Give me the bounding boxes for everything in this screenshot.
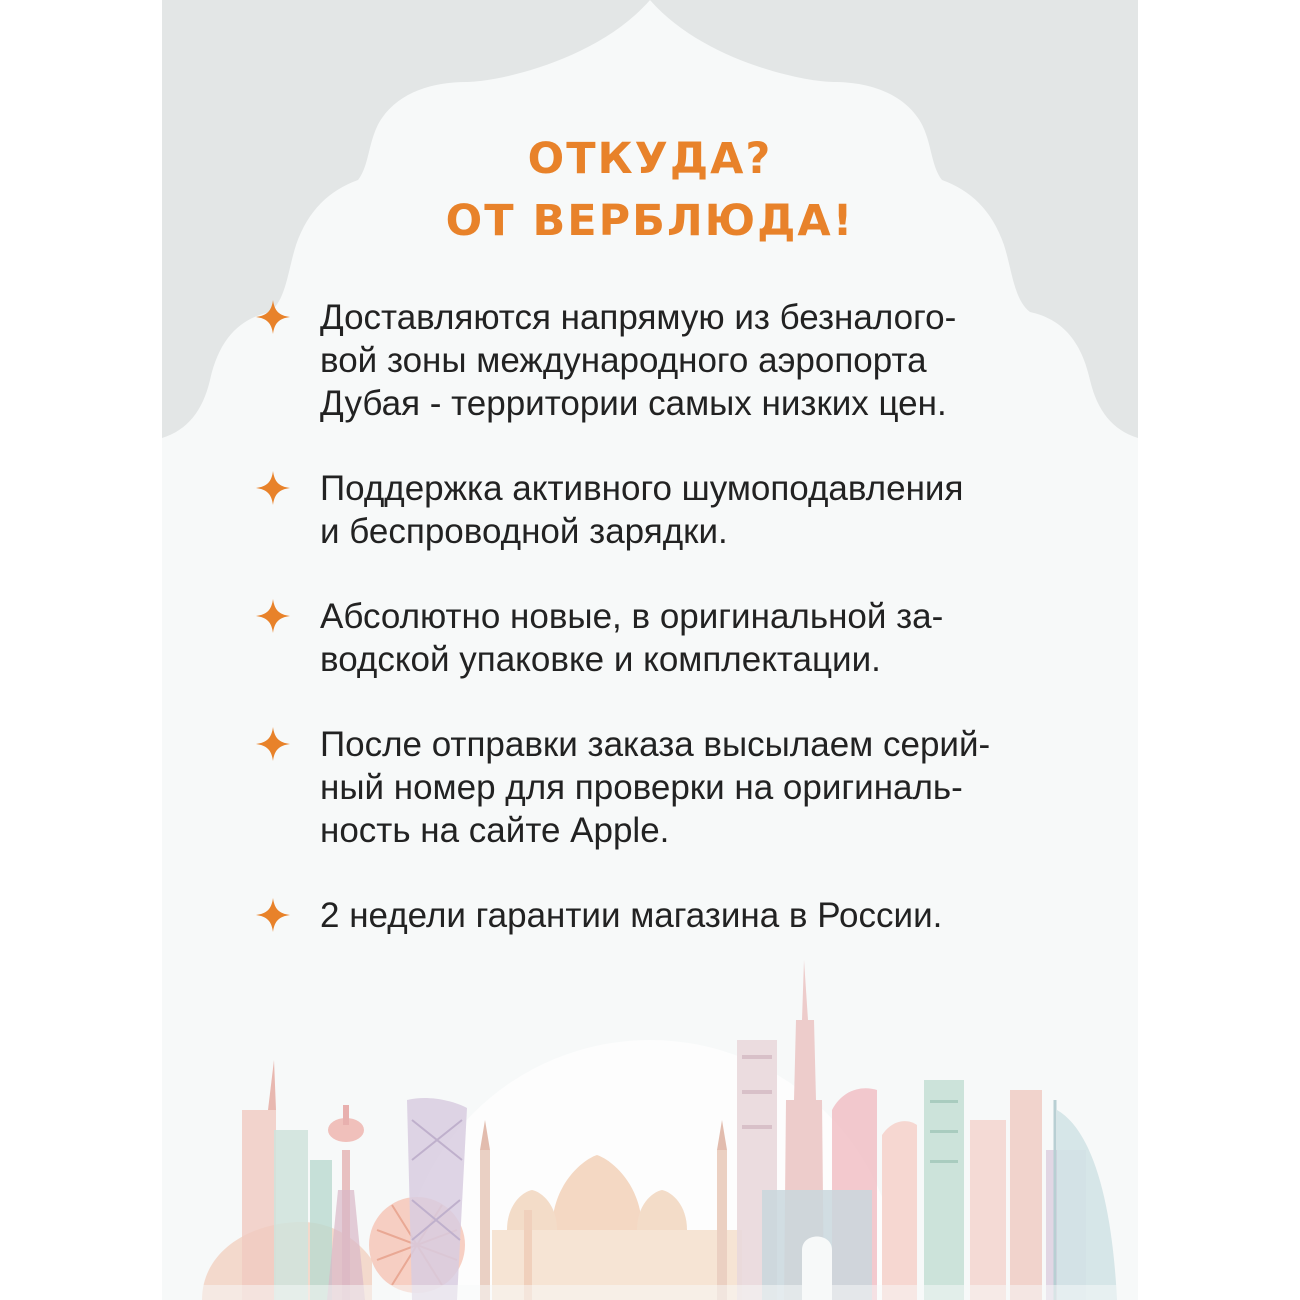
- feature-item-noise-cancelling: [252, 467, 1102, 553]
- feature-item-duty-free: [252, 296, 1102, 425]
- four-point-star-icon: [256, 898, 290, 932]
- title-line-1: ОТКУДА?: [527, 134, 773, 184]
- title-line-2: ОТ ВЕРБЛЮДА!: [445, 196, 855, 246]
- four-point-star-icon: [256, 300, 290, 334]
- feature-item-serial-number: [252, 723, 1102, 852]
- feature-item-warranty: [252, 894, 1102, 937]
- feature-item-new-original: [252, 595, 1102, 681]
- feature-text: 2 недели гарантии магазина в России.: [320, 896, 943, 935]
- four-point-star-icon: [256, 471, 290, 505]
- feature-list: [252, 296, 1102, 979]
- info-card: [162, 0, 1138, 1300]
- feature-text: После отправки заказа высылаем серий- ный номер для проверки на оригиналь- ность на сайте Apple.: [320, 725, 991, 850]
- feature-text: Абсолютно новые, в оригинальной за- водской упаковке и комплектации.: [320, 597, 944, 679]
- page-title: [162, 128, 1138, 252]
- four-point-star-icon: [256, 599, 290, 633]
- dubai-skyline-illustration: [162, 960, 1138, 1300]
- four-point-star-icon: [256, 727, 290, 761]
- feature-text: Поддержка активного шумоподавления и беспроводной зарядки.: [320, 469, 964, 551]
- feature-text: Доставляются напрямую из безналого- вой зоны международного аэропорта Дубая - территории самых низких цен.: [320, 298, 957, 423]
